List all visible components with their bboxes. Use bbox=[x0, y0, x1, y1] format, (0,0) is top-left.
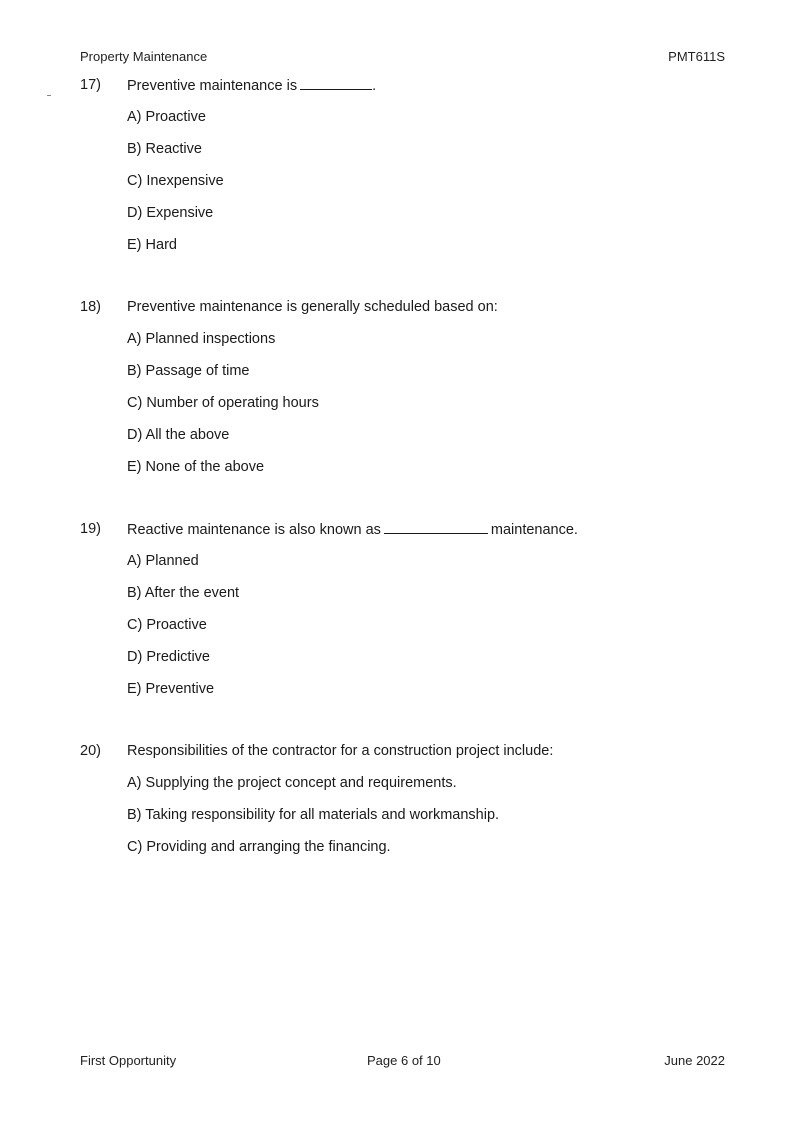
question-number: 20) bbox=[80, 743, 101, 759]
option-a: A) Proactive bbox=[127, 109, 206, 125]
option-e: E) None of the above bbox=[127, 459, 265, 475]
option-b: B) Reactive bbox=[127, 141, 202, 157]
question-17 bbox=[80, 76, 740, 254]
option-e: E) Preventive bbox=[127, 681, 215, 697]
option-c: C) Proactive bbox=[127, 617, 207, 633]
footer-opportunity: First Opportunity bbox=[80, 1053, 177, 1068]
option-b: B) Passage of time bbox=[127, 363, 250, 379]
footer-date: June 2022 bbox=[664, 1053, 725, 1068]
question-text: Responsibilities of the contractor for a construction project include: bbox=[127, 743, 554, 759]
option-c: C) Number of operating hours bbox=[127, 395, 319, 411]
option-d: D) All the above bbox=[127, 427, 230, 443]
scan-mark bbox=[47, 95, 51, 96]
header-course-code: PMT611S bbox=[668, 49, 725, 64]
question-number: 18) bbox=[80, 299, 101, 315]
option-a: A) Supplying the project concept and requirements. bbox=[127, 775, 457, 791]
option-c: C) Inexpensive bbox=[127, 173, 224, 189]
footer-page-number: Page 6 of 10 bbox=[367, 1053, 441, 1068]
question-number: 17) bbox=[80, 77, 101, 93]
option-e: E) Hard bbox=[127, 237, 177, 253]
question-18 bbox=[80, 298, 740, 476]
option-d: D) Expensive bbox=[127, 205, 214, 221]
question-number: 19) bbox=[80, 521, 101, 537]
option-a: A) Planned inspections bbox=[127, 331, 276, 347]
option-a: A) Planned bbox=[127, 553, 199, 569]
option-b: B) After the event bbox=[127, 585, 240, 601]
question-20 bbox=[80, 742, 740, 856]
option-c: C) Providing and arranging the financing. bbox=[127, 839, 391, 855]
question-text: Reactive maintenance is also known as maintenance. bbox=[127, 521, 578, 538]
option-d: D) Predictive bbox=[127, 649, 210, 665]
header-course-title: Property Maintenance bbox=[80, 49, 208, 64]
answer-blank bbox=[384, 520, 488, 534]
answer-blank bbox=[300, 76, 372, 90]
question-19 bbox=[80, 520, 740, 698]
question-text: Preventive maintenance is . bbox=[127, 77, 377, 94]
option-b: B) Taking responsibility for all materials and workmanship. bbox=[127, 807, 500, 823]
question-text: Preventive maintenance is generally scheduled based on: bbox=[127, 299, 498, 315]
